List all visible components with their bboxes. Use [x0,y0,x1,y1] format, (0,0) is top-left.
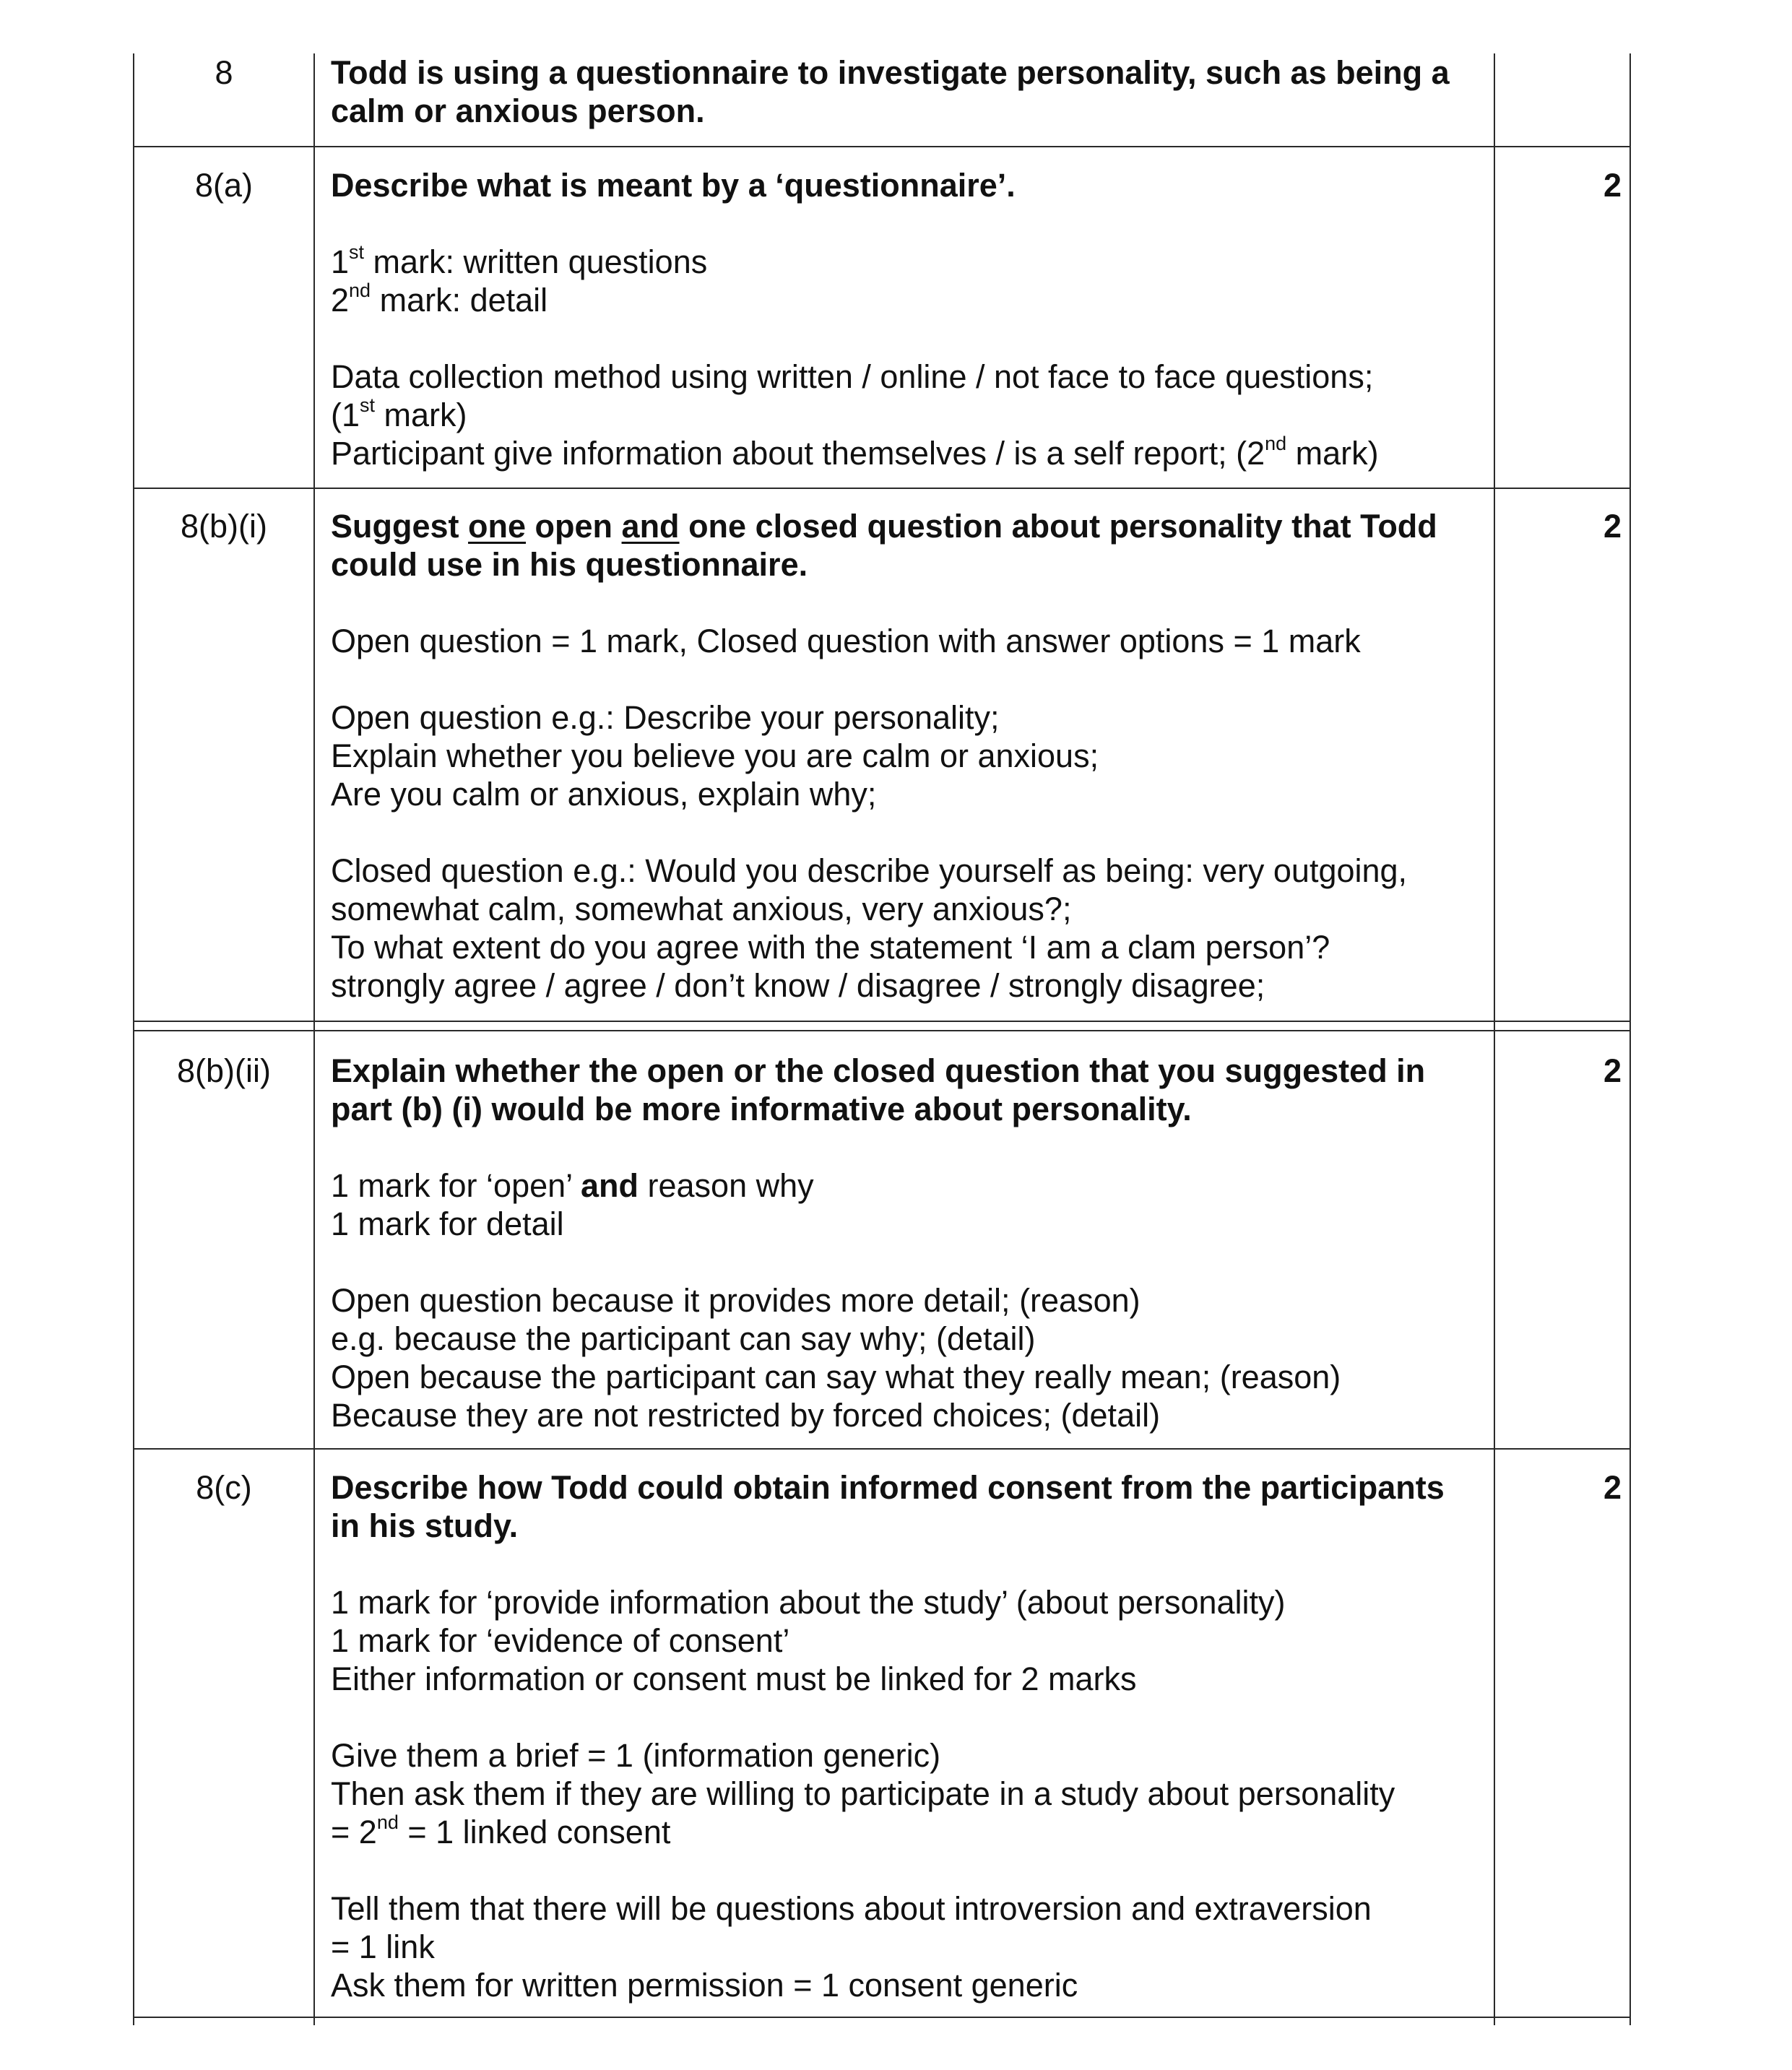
stem-line: Todd is using a questionnaire to investigate personality, such as being a [331,54,1450,91]
criteria-line: 1 mark for ‘open’ and reason why [331,1167,814,1204]
criteria-line: 1 mark for ‘evidence of consent’ [331,1622,790,1659]
answer-line: Closed question e.g.: Would you describe yourself as being: very outgoing, [331,852,1408,889]
answer-line: Give them a brief = 1 (information generic) [331,1737,941,1774]
answer-line: Open because the participant can say what they really mean; (reason) [331,1359,1341,1395]
answer-line: Data collection method using written / online / not face to face questions; [331,358,1374,395]
question-content [331,507,1486,1005]
question-content [331,166,1486,472]
answer-line: Because they are not restricted by forced choices; (detail) [331,1397,1161,1434]
column-divider-1 [313,53,315,2025]
answer-line: Explain whether you believe you are calm or anxious; [331,737,1099,774]
answer-line: To what extent do you agree with the statement ‘I am a clam person’? [331,929,1330,966]
marks-value: 2 [1603,508,1622,545]
question-number: 8(c) [196,1469,252,1506]
question-text: Describe what is meant by a ‘questionnaire’. [331,167,1016,204]
question-stem [331,53,1486,130]
marks-value: 2 [1603,1469,1622,1506]
marks-value: 2 [1603,1052,1622,1089]
answer-line: Ask them for written permission = 1 consent generic [331,1967,1078,2004]
question-number: 8(b)(i) [181,508,267,545]
answer-line: somewhat calm, somewhat anxious, very anxious?; [331,891,1072,927]
answer-line: Tell them that there will be questions about introversion and extraversion [331,1890,1372,1927]
criteria-line: Open question = 1 mark, Closed question with answer options = 1 mark [331,623,1361,659]
answer-line: = 2nd = 1 linked consent [331,1811,671,1850]
column-divider-2 [1494,53,1495,2025]
criteria-line: Either information or consent must be linked for 2 marks [331,1660,1137,1697]
stem-line: calm or anxious person. [331,92,705,129]
answer-line: (1st mark) [331,394,467,433]
row-divider [133,146,1631,147]
row-divider [133,488,1631,489]
row-divider [133,1448,1631,1450]
question-number: 8(a) [194,167,254,204]
answer-line: strongly agree / agree / don’t know / disagree / strongly disagree; [331,967,1265,1004]
criteria-line: 1 mark for detail [331,1205,564,1242]
answer-line: Then ask them if they are willing to participate in a study about personality [331,1775,1395,1812]
answer-line: Open question because it provides more detail; (reason) [331,1282,1140,1319]
criteria-line: 2nd mark: detail [331,280,548,319]
question-text: Suggest one open and one closed question about personality that Todd [331,508,1437,545]
answer-line: Are you calm or anxious, explain why; [331,776,877,813]
answer-line: e.g. because the participant can say why; (detail) [331,1320,1036,1357]
row-divider [133,1030,1631,1031]
question-number: 8(b)(ii) [177,1052,271,1089]
criteria-line: 1st mark: written questions [331,241,708,280]
question-text: in his study. [331,1507,519,1544]
question-text: Explain whether the open or the closed question that you suggested in [331,1052,1426,1089]
question-content [331,1052,1486,1434]
table-border-bottom [133,2017,1631,2018]
row-divider [133,1021,1631,1022]
table-border-right [1629,53,1631,2025]
answer-line: Participant give information about themselves / is a self report; (2nd mark) [331,433,1379,472]
question-text: could use in his questionnaire. [331,546,808,583]
table-border-left [133,53,134,2025]
marks-value: 2 [1603,167,1622,204]
question-number: 8 [215,54,233,91]
answer-line: = 1 link [331,1928,435,1965]
answer-line: Open question e.g.: Describe your personality; [331,699,1000,736]
question-text: part (b) (i) would be more informative about personality. [331,1091,1192,1127]
question-text: Describe how Todd could obtain informed consent from the participants [331,1469,1445,1506]
criteria-line: 1 mark for ‘provide information about the study’ (about personality) [331,1584,1286,1621]
question-content [331,1468,1486,2004]
